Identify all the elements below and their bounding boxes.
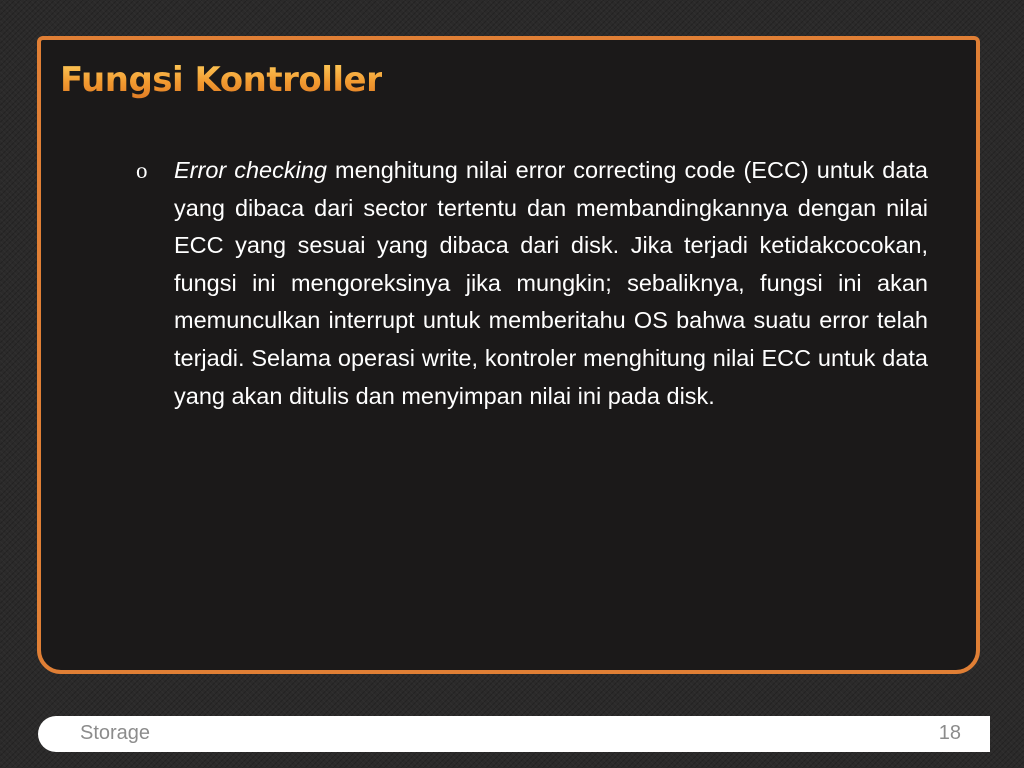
footer-section-label: Storage	[80, 722, 151, 744]
page-number: 18	[938, 722, 961, 744]
footer-bar	[38, 716, 990, 752]
slide-content	[128, 152, 928, 415]
bullet-item	[128, 152, 928, 415]
bullet-term: Error checking	[174, 157, 327, 183]
bullet-marker: o	[136, 158, 148, 183]
bullet-body: menghitung nilai error correcting code (ECC) untuk data yang dibaca dari sector tertentu dan membandingkannya dengan nilai ECC yang sesuai yang dibaca dari disk. Jika terjadi ketidakcocokan, fungsi ini mengoreksinya jika mungkin; sebaliknya, fungsi ini akan memunculkan interrupt untuk memberitahu OS bahwa suatu error telah terjadi. Selama operasi write, kontroler menghitung nilai ECC untuk data yang akan ditulis dan menyimpan nilai ini pada disk.	[174, 157, 928, 409]
bullet-text	[174, 152, 928, 415]
slide-title: Fungsi Kontroller	[60, 60, 383, 100]
